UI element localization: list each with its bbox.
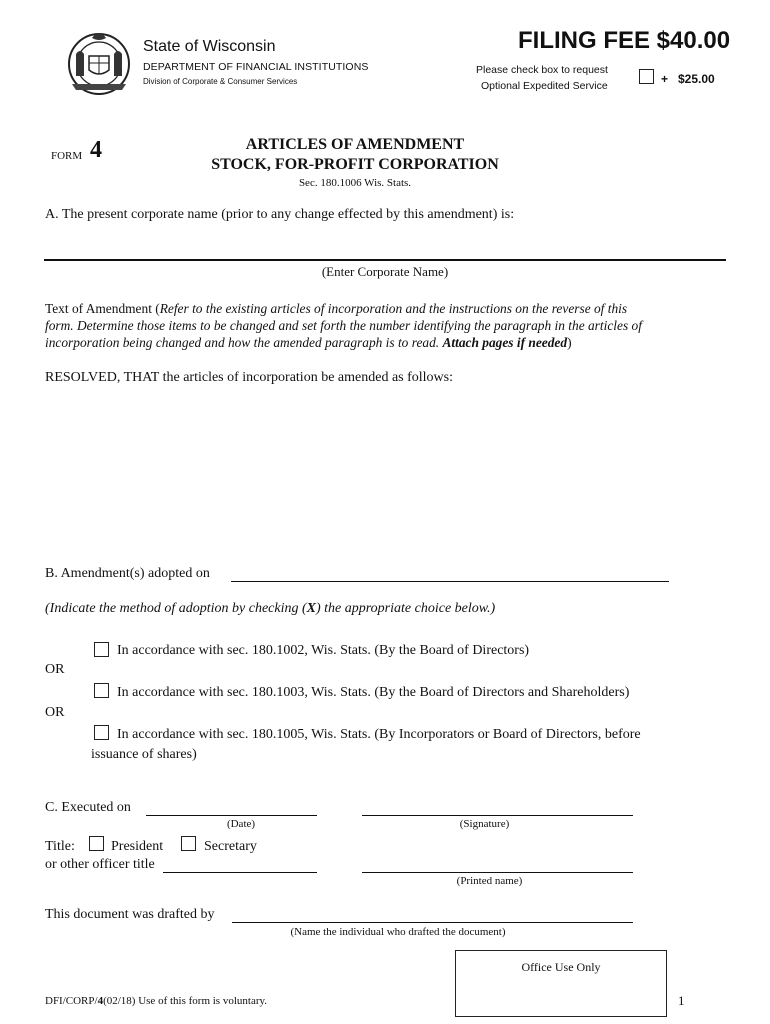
page-number: 1 (678, 993, 685, 1008)
printed-name-field[interactable] (362, 855, 633, 872)
signature-field[interactable] (362, 798, 633, 815)
state-name: State of Wisconsin (143, 38, 276, 55)
option-incorporators-text: In accordance with sec. 180.1005, Wis. Stats. (By Incorporators or Board of Directors, before (117, 727, 641, 742)
title-label: Title: (45, 839, 75, 854)
corporate-name-caption: (Enter Corporate Name) (321, 264, 449, 279)
secretary-label: Secretary (204, 839, 257, 854)
president-checkbox[interactable] (89, 836, 104, 851)
option-board-text: In accordance with sec. 180.1002, Wis. Stats. (By the Board of Directors) (117, 643, 530, 658)
signature-caption: (Signature) (459, 818, 510, 830)
other-title-label: or other officer title (45, 857, 155, 872)
expedite-text-2: Optional Expedited Service (481, 80, 608, 92)
expedite-text-1: Please check box to request (476, 64, 608, 76)
or-label-1: OR (45, 662, 65, 677)
printed-name-caption: (Printed name) (456, 875, 523, 887)
option-shareholders-text: In accordance with sec. 180.1003, Wis. Stats. (By the Board of Directors and Shareholders) (117, 685, 630, 700)
corporate-name-field[interactable] (44, 239, 726, 259)
option-incorporators-text-2: issuance of shares) (91, 747, 197, 762)
option-board-checkbox[interactable] (94, 642, 109, 657)
or-label-2: OR (45, 705, 65, 720)
expedite-fee: + $25.00 (661, 72, 715, 86)
division-name: Division of Corporate & Consumer Services (143, 77, 298, 86)
indicate-method-text: (Indicate the method of adoption by checking (X) the appropriate choice below.) (45, 601, 496, 616)
executed-date-field[interactable] (146, 798, 317, 815)
form-label: FORM (51, 150, 83, 162)
form-title-1: ARTICLES OF AMENDMENT (245, 136, 465, 153)
other-title-field[interactable] (163, 855, 317, 872)
option-shareholders-checkbox[interactable] (94, 683, 109, 698)
drafted-label: This document was drafted by (45, 907, 215, 922)
form-title-2: STOCK, FOR-PROFIT CORPORATION (211, 156, 499, 173)
president-label: President (111, 839, 164, 854)
form-identifier: DFI/CORP/4(02/18) Use of this form is voluntary. (45, 995, 268, 1007)
option-incorporators-checkbox[interactable] (94, 725, 109, 740)
office-use-label: Office Use Only (521, 960, 601, 974)
drafted-by-field[interactable] (232, 905, 633, 922)
resolved-text: RESOLVED, THAT the articles of incorporation be amended as follows: (45, 370, 453, 385)
office-use-box (455, 950, 667, 1017)
drafted-caption: (Name the individual who drafted the document) (290, 926, 506, 938)
section-a-text: A. The present corporate name (prior to any change effected by this amendment) is: (45, 207, 515, 222)
adoption-date-field[interactable] (231, 563, 669, 581)
state-seal-icon (62, 26, 136, 98)
department-name: DEPARTMENT OF FINANCIAL INSTITUTIONS (143, 61, 369, 73)
form-number: 4 (90, 137, 102, 163)
section-b-label: B. Amendment(s) adopted on (45, 566, 210, 581)
executed-label: C. Executed on (45, 800, 131, 815)
date-caption: (Date) (226, 818, 256, 830)
amendment-instructions: Text of Amendment (Refer to the existing articles of incorporation and the instructions on the reverse of this form. Determine those items to be changed and set forth the number identifying the paragraph in the articles of incorporation being changed and how the amended paragraph is to read. Attach pages if needed) (45, 301, 642, 350)
expedite-checkbox[interactable] (639, 69, 654, 84)
filing-fee: FILING FEE $40.00 (518, 27, 731, 54)
amendment-body-field[interactable] (45, 392, 725, 552)
secretary-checkbox[interactable] (181, 836, 196, 851)
statute: Sec. 180.1006 Wis. Stats. (298, 177, 412, 189)
